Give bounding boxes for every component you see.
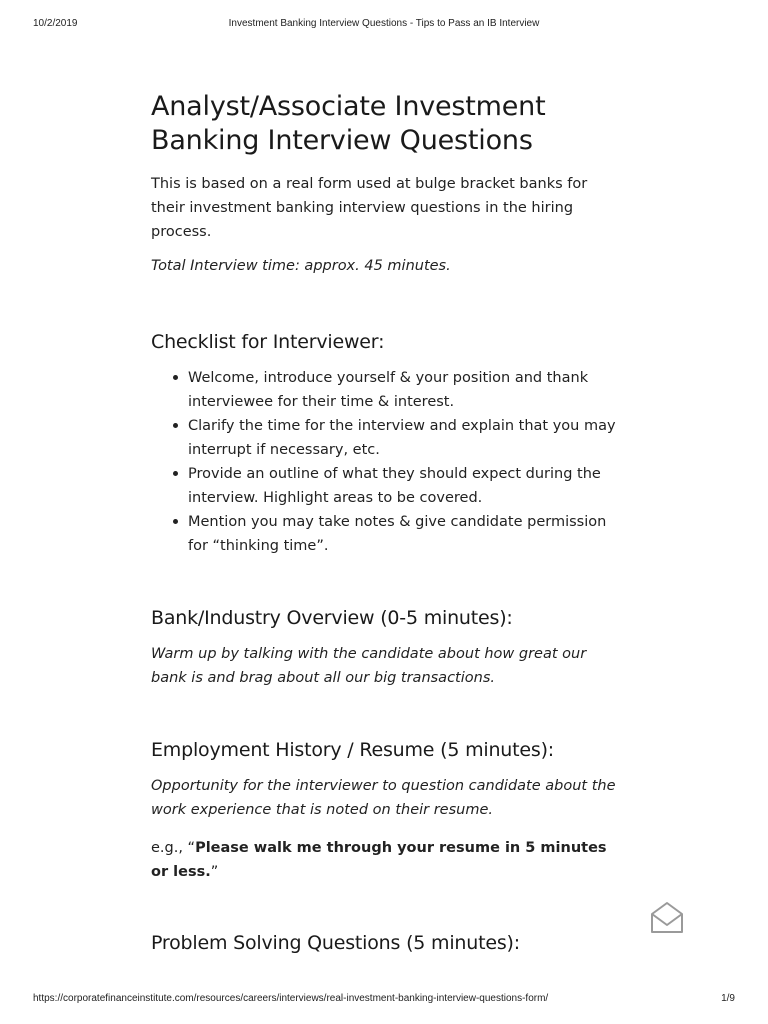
checklist-item: Provide an outline of what they should expect during the interview. Highlight areas to be covered. bbox=[188, 462, 621, 510]
print-page-title: Investment Banking Interview Questions - Tips to Pass an IB Interview bbox=[228, 18, 540, 29]
employment-heading: Employment History / Resume (5 minutes): bbox=[151, 739, 555, 761]
problem-solving-heading: Problem Solving Questions (5 minutes): bbox=[151, 932, 520, 954]
bank-overview-section bbox=[151, 605, 621, 690]
checklist-section bbox=[151, 329, 621, 558]
article-content bbox=[151, 90, 621, 956]
article-title bbox=[151, 90, 621, 158]
article-title-line1: Analyst/Associate Investment bbox=[151, 91, 546, 122]
bank-overview-heading: Bank/Industry Overview (0-5 minutes): bbox=[151, 607, 513, 629]
intro-paragraph: This is based on a real form used at bulge bracket banks for their investment banking interview questions in the hiring process. bbox=[151, 176, 588, 240]
employment-example: e.g., “Please walk me through your resume in 5 minutes or less.” bbox=[151, 840, 607, 880]
checklist-item: Mention you may take notes & give candidate permission for “thinking time”. bbox=[188, 510, 621, 558]
checklist-item: Clarify the time for the interview and explain that you may interrupt if necessary, etc. bbox=[188, 414, 621, 462]
bullet-icon bbox=[173, 375, 178, 380]
page-number: 1/9 bbox=[721, 993, 735, 1004]
mail-open-icon[interactable] bbox=[649, 900, 685, 936]
example-question: Please walk me through your resume in 5 minutes or less. bbox=[151, 840, 607, 880]
checklist-item: Welcome, introduce yourself & your position and thank interviewee for their time & interest. bbox=[188, 366, 621, 414]
employment-note: Opportunity for the interviewer to question candidate about the work experience that is noted on their resume. bbox=[151, 778, 616, 818]
bank-overview-note: Warm up by talking with the candidate about how great our bank is and brag about all our big transactions. bbox=[151, 646, 587, 686]
problem-solving-section bbox=[151, 930, 621, 956]
bullet-icon bbox=[173, 519, 178, 524]
total-time-note: Total Interview time: approx. 45 minutes. bbox=[151, 258, 451, 274]
bullet-icon bbox=[173, 471, 178, 476]
article-title-line2: Banking Interview Questions bbox=[151, 125, 533, 156]
employment-section bbox=[151, 737, 621, 884]
bullet-icon bbox=[173, 423, 178, 428]
checklist-heading: Checklist for Interviewer: bbox=[151, 331, 385, 353]
page-url: https://corporatefinanceinstitute.com/resources/careers/interviews/real-investment-banking-interview-questions-form/ bbox=[33, 993, 549, 1004]
print-date: 10/2/2019 bbox=[33, 18, 78, 29]
checklist-list bbox=[151, 366, 621, 558]
